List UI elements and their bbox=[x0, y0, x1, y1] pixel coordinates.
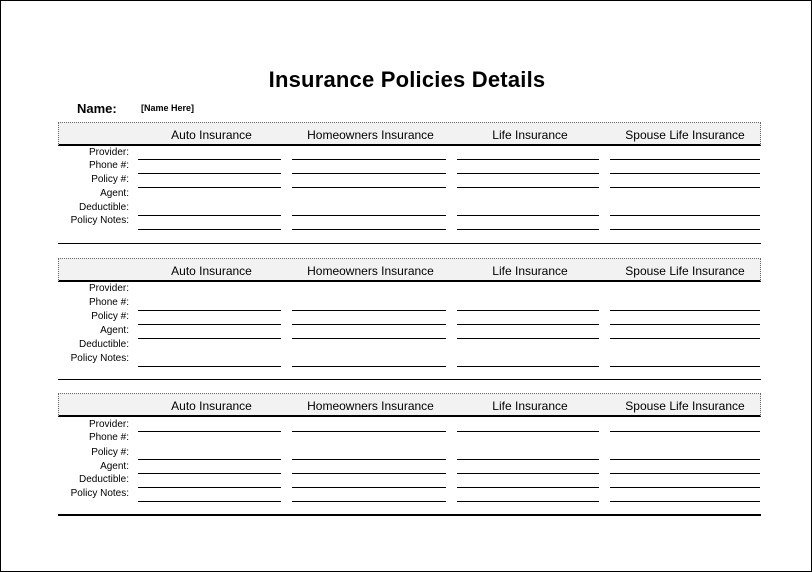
column-header-homeowners: Homeowners Insurance bbox=[307, 128, 434, 142]
entry-line[interactable] bbox=[138, 459, 281, 460]
entry-line[interactable] bbox=[138, 215, 281, 216]
entry-line[interactable] bbox=[457, 229, 599, 230]
entry-line[interactable] bbox=[138, 229, 281, 230]
entry-line[interactable] bbox=[138, 487, 281, 488]
table-header bbox=[58, 258, 761, 282]
column-header-spouse-life: Spouse Life Insurance bbox=[625, 399, 745, 413]
name-label: Name: bbox=[77, 101, 117, 116]
entry-line[interactable] bbox=[138, 173, 281, 174]
entry-line[interactable] bbox=[292, 324, 446, 325]
entry-line[interactable] bbox=[292, 473, 446, 474]
policy-table-1 bbox=[58, 122, 761, 247]
column-header-homeowners: Homeowners Insurance bbox=[307, 264, 434, 278]
entry-line[interactable] bbox=[610, 431, 760, 432]
row-label-provider: Provider: bbox=[88, 283, 129, 294]
row-label-agent: Agent: bbox=[100, 188, 129, 199]
entry-line[interactable] bbox=[457, 487, 599, 488]
entry-line[interactable] bbox=[292, 366, 446, 367]
entry-line[interactable] bbox=[292, 187, 446, 188]
entry-line[interactable] bbox=[610, 215, 760, 216]
row-label-policy-notes: Policy Notes: bbox=[70, 353, 129, 364]
row-label-phone: Phone #: bbox=[88, 297, 129, 308]
entry-line[interactable] bbox=[610, 338, 760, 339]
entry-line[interactable] bbox=[138, 473, 281, 474]
column-header-homeowners: Homeowners Insurance bbox=[307, 399, 434, 413]
entry-line[interactable] bbox=[457, 459, 599, 460]
entry-line[interactable] bbox=[138, 366, 281, 367]
row-label-policy-notes: Policy Notes: bbox=[70, 488, 129, 499]
entry-line[interactable] bbox=[457, 173, 599, 174]
entry-line[interactable] bbox=[292, 310, 446, 311]
section-divider bbox=[58, 379, 761, 380]
row-label-deductible: Deductible: bbox=[78, 202, 129, 213]
row-label-phone: Phone #: bbox=[88, 160, 129, 171]
entry-line[interactable] bbox=[457, 310, 599, 311]
entry-line[interactable] bbox=[610, 487, 760, 488]
table-header bbox=[58, 122, 761, 146]
entry-line[interactable] bbox=[610, 501, 760, 502]
bottom-border bbox=[58, 514, 761, 516]
column-header-auto: Auto Insurance bbox=[171, 399, 252, 413]
section-divider bbox=[58, 243, 761, 244]
row-label-policy: Policy #: bbox=[91, 174, 129, 185]
entry-line[interactable] bbox=[138, 310, 281, 311]
name-field[interactable]: [Name Here] bbox=[141, 103, 195, 113]
entry-line[interactable] bbox=[610, 310, 760, 311]
column-header-spouse-life: Spouse Life Insurance bbox=[625, 264, 745, 278]
row-label-agent: Agent: bbox=[100, 461, 129, 472]
entry-line[interactable] bbox=[292, 338, 446, 339]
row-label-policy: Policy #: bbox=[91, 447, 129, 458]
row-label-policy-notes: Policy Notes: bbox=[70, 215, 129, 226]
entry-line[interactable] bbox=[292, 487, 446, 488]
row-label-policy: Policy #: bbox=[91, 311, 129, 322]
entry-line[interactable] bbox=[292, 431, 446, 432]
entry-line[interactable] bbox=[138, 501, 281, 502]
row-label-deductible: Deductible: bbox=[78, 339, 129, 350]
column-header-life: Life Insurance bbox=[492, 399, 568, 413]
row-label-phone: Phone #: bbox=[88, 432, 129, 443]
entry-line[interactable] bbox=[610, 159, 760, 160]
column-header-life: Life Insurance bbox=[492, 264, 568, 278]
entry-line[interactable] bbox=[292, 229, 446, 230]
column-header-life: Life Insurance bbox=[492, 128, 568, 142]
entry-line[interactable] bbox=[457, 324, 599, 325]
policy-table-2 bbox=[58, 258, 761, 383]
entry-line[interactable] bbox=[457, 431, 599, 432]
entry-line[interactable] bbox=[138, 159, 281, 160]
entry-line[interactable] bbox=[457, 187, 599, 188]
entry-line[interactable] bbox=[138, 431, 281, 432]
entry-line[interactable] bbox=[610, 324, 760, 325]
row-label-provider: Provider: bbox=[88, 419, 129, 430]
entry-line[interactable] bbox=[457, 473, 599, 474]
entry-line[interactable] bbox=[292, 459, 446, 460]
entry-line[interactable] bbox=[138, 338, 281, 339]
entry-line[interactable] bbox=[610, 473, 760, 474]
column-header-auto: Auto Insurance bbox=[171, 264, 252, 278]
entry-line[interactable] bbox=[292, 215, 446, 216]
table-header bbox=[58, 393, 761, 417]
entry-line[interactable] bbox=[610, 459, 760, 460]
entry-line[interactable] bbox=[292, 159, 446, 160]
entry-line[interactable] bbox=[457, 338, 599, 339]
row-label-deductible: Deductible: bbox=[78, 474, 129, 485]
entry-line[interactable] bbox=[292, 501, 446, 502]
entry-line[interactable] bbox=[610, 229, 760, 230]
entry-line[interactable] bbox=[457, 215, 599, 216]
row-label-agent: Agent: bbox=[100, 325, 129, 336]
entry-line[interactable] bbox=[138, 187, 281, 188]
policy-table-3 bbox=[58, 393, 761, 518]
entry-line[interactable] bbox=[610, 187, 760, 188]
entry-line[interactable] bbox=[610, 173, 760, 174]
entry-line[interactable] bbox=[138, 324, 281, 325]
row-label-provider: Provider: bbox=[88, 147, 129, 158]
column-header-spouse-life: Spouse Life Insurance bbox=[625, 128, 745, 142]
entry-line[interactable] bbox=[610, 366, 760, 367]
page-title: Insurance Policies Details bbox=[268, 67, 546, 92]
entry-line[interactable] bbox=[457, 159, 599, 160]
entry-line[interactable] bbox=[457, 366, 599, 367]
column-header-auto: Auto Insurance bbox=[171, 128, 252, 142]
entry-line[interactable] bbox=[457, 501, 599, 502]
entry-line[interactable] bbox=[292, 173, 446, 174]
